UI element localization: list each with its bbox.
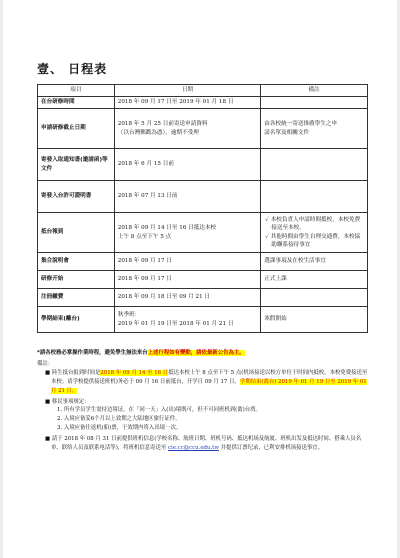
row-item: 在台研修時間: [38, 97, 115, 109]
row-item: 注冊繳費: [38, 289, 115, 307]
table-row: [38, 271, 368, 289]
note-item-arrival: ■ 陸生抵台报到时间是2018 年 09 月 14 至 16 日抵达本校上午 8 点至下午 5 点(机场接送以校方单位于时间内抵校，本校免费接送至本校；请学校提供接送班机)务必于 09 月 16 日前抵台，开学日 09 月 17 日。学期结束(离台) 2019 年 01 月 19 日至 2019 年 01 月 21 日。: [45, 369, 368, 394]
row-item: 研修开始: [38, 271, 115, 289]
header-note: 備註: [261, 85, 368, 97]
note-bullet: ✓ 其他時間由學生自理交通費，本校協助聯系接待事宜: [265, 233, 361, 248]
row-note: 選課事項及在校生活事宜: [261, 253, 368, 271]
table-row: [38, 307, 368, 333]
row-item: 抵台報到: [38, 213, 115, 253]
table-row: [38, 149, 368, 181]
row-note: [261, 289, 368, 307]
table-header-row: [38, 85, 368, 97]
row-note: 寒假開始: [261, 307, 368, 333]
row-note: [261, 97, 368, 109]
row-item: 寄發入取通知書(邀請函)等文件: [38, 149, 115, 181]
table-row: [38, 109, 368, 149]
note-bullet: ✓ 本校負責人申請時間抵校，本校免費接送至本校。: [265, 216, 361, 232]
notes-label: 備註：: [37, 360, 54, 367]
row-note: 由各校統一寄送推薦學生之申 請名單及相關文件: [261, 109, 368, 149]
notes-section: [37, 349, 370, 453]
note-item-flight-info: ■ 請于 2018 年 08 月 31 日前提供班机信息(学校名称、航班日期、班机号码、抵达机场及航厦、班机出发及抵达时间、搭乘人员名单、联络人员及联系电话等)，将班机信息寄送至 cie.cc@ccu.edu.tw 并提供订票纪录，已利安排机场接送事宜。: [45, 436, 362, 452]
table-row: [38, 253, 368, 271]
row-date: 2018 年 09 月 17 日至 2019 年 01 月 18 日: [114, 97, 261, 109]
row-note: [261, 149, 368, 181]
row-item: 申請研修截止日期: [38, 109, 115, 149]
immigration-rule: 2. 入境应备妥6个月以上效期之大陆地区旅行证件。: [57, 416, 181, 423]
row-note: 正式上課: [261, 271, 368, 289]
row-date: 2018 年 6 月 15 日前: [114, 149, 261, 181]
immigration-rule: 3. 入境应备往返机(船)票，于效期内将入出境一次。: [57, 425, 182, 432]
row-date: 2018 年 09 月 18 日至 09 月 21 日: [114, 289, 261, 307]
row-date: 2018 年 09 月 17 日: [114, 253, 261, 271]
row-item: 集合說明會: [38, 253, 115, 271]
row-date: 秋季班： 2019 年 01 月 19 日至 2018 年 01 月 21 日: [114, 307, 261, 333]
table-row: [38, 181, 368, 213]
header-date: 日期: [114, 85, 261, 97]
immigration-rule: 1. 所有学员学生需持边境证，在「同一天」入(出)境既可，但不可同班机到(离)台湾。: [57, 407, 261, 414]
document-page: [3, 0, 397, 558]
row-date: 2018 年 07 月 13 日前: [114, 181, 261, 213]
row-note: [261, 213, 368, 253]
section-heading: 壹、 日程表: [37, 62, 108, 76]
header-item: 項目: [38, 85, 115, 97]
notes-intro: *請各校務必掌握作業時程，避免學生無法來台上述行程如有變動，請依最新公告為主。: [37, 350, 245, 356]
note-item-immigration: ■ 移民事项规定：: [45, 398, 90, 405]
row-item: 寄發入台許可證明書: [38, 181, 115, 213]
row-date: 2018 年 09 月 14 日至 16 日抵达本校 上午 8 点至下午 5 点: [114, 213, 261, 253]
row-date: 2018 年 09 月 17 日: [114, 271, 261, 289]
email-link[interactable]: cie.cc@ccu.edu.tw: [168, 445, 219, 452]
schedule-table: [37, 84, 368, 333]
row-date: 2018 年 5 月 25 日前寄送申請資料 （以台灣郵戳為憑），逾期不受理: [114, 109, 261, 149]
table-row: [38, 97, 368, 109]
table-row: [38, 213, 368, 253]
row-item: 學期結束(離台): [38, 307, 115, 333]
table-row: [38, 289, 368, 307]
row-note: [261, 181, 368, 213]
